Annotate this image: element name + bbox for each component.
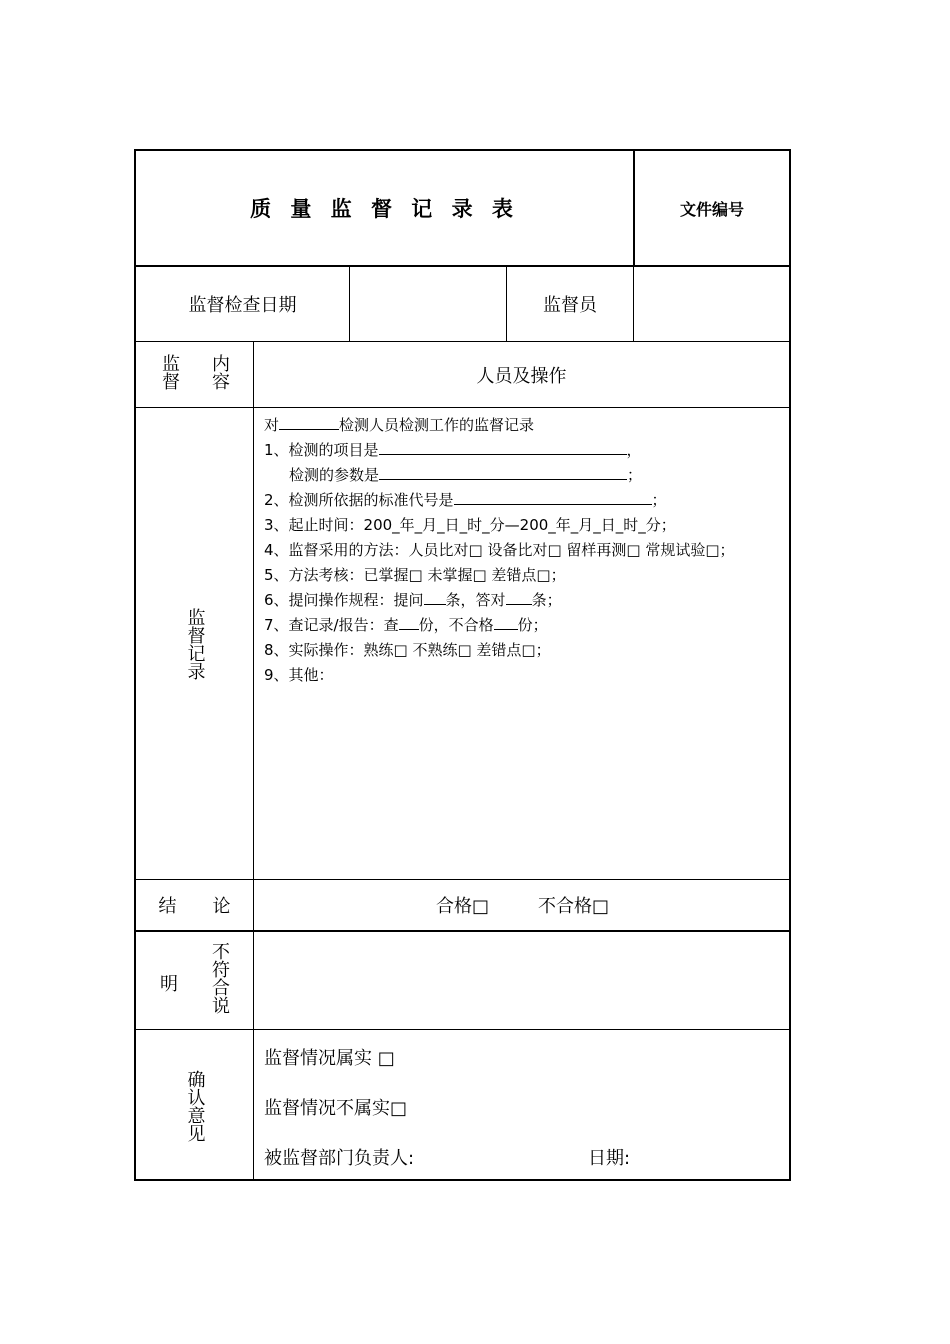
record-line: 6、提问操作规程：提问 条，答对 条； [264, 591, 562, 609]
supervisor-label: 监督员 [543, 295, 597, 316]
nonconformity-label-col1: 明 [160, 974, 178, 995]
record-line: 9、其他： [264, 666, 334, 684]
record-label: 监督记录 [184, 607, 206, 680]
supervisor-field[interactable] [634, 267, 789, 341]
nonconformity-label-col2: 不符合说 [209, 942, 230, 1014]
record-line: 5、方法考核：已掌握□ 未掌握□ 差错点□； [264, 566, 566, 584]
inspection-date-label: 监督检查日期 [188, 295, 297, 316]
conclusion-fail-checkbox[interactable]: 不合格□ [538, 896, 610, 917]
conclusion-label: 结 论 [158, 896, 231, 917]
record-line: 对 检测人员检测工作的监督记录 [264, 416, 535, 434]
nonconformity-field[interactable] [254, 932, 789, 1029]
confirm-false-checkbox[interactable]: 监督情况不属实□ [264, 1098, 408, 1119]
form-title: 质 量 监 督 记 录 表 [250, 197, 519, 221]
record-line: 8、实际操作：熟练□ 不熟练□ 差错点□； [264, 641, 551, 659]
inspection-date-field[interactable] [350, 267, 506, 341]
confirm-true-checkbox[interactable]: 监督情况属实 □ [264, 1048, 395, 1069]
record-line: 1、检测的项目是 ， [264, 441, 642, 459]
content-label-col2: 内容 [209, 354, 230, 390]
conclusion-pass-checkbox[interactable]: 合格□ [436, 896, 490, 917]
record-line: 3、起止时间：200_年_月_日_时_分—200_年_月_日_时_分； [264, 516, 676, 534]
record-content[interactable] [136, 408, 789, 879]
content-label-col1: 监督 [159, 354, 180, 390]
content-value: 人员及操作 [476, 365, 567, 387]
record-line: 检测的参数是 ； [289, 466, 643, 484]
record-line: 4、监督采用的方法：人员比对□ 设备比对□ 留样再测□ 常规试验□； [264, 541, 735, 559]
confirm-date-label: 日期: [588, 1148, 631, 1169]
responsible-person-label: 被监督部门负责人: [264, 1148, 415, 1169]
confirm-content [136, 1030, 789, 1181]
file-number-label: 文件编号 [679, 199, 744, 219]
record-line: 2、检测所依据的标准代号是 ； [264, 491, 667, 509]
content-label [136, 342, 253, 407]
record-line: 7、查记录/报告：查 份，不合格 份； [264, 616, 548, 634]
confirm-label: 确认意见 [184, 1069, 206, 1142]
nonconformity-label [136, 932, 253, 1029]
quality-supervision-form [134, 149, 791, 1181]
